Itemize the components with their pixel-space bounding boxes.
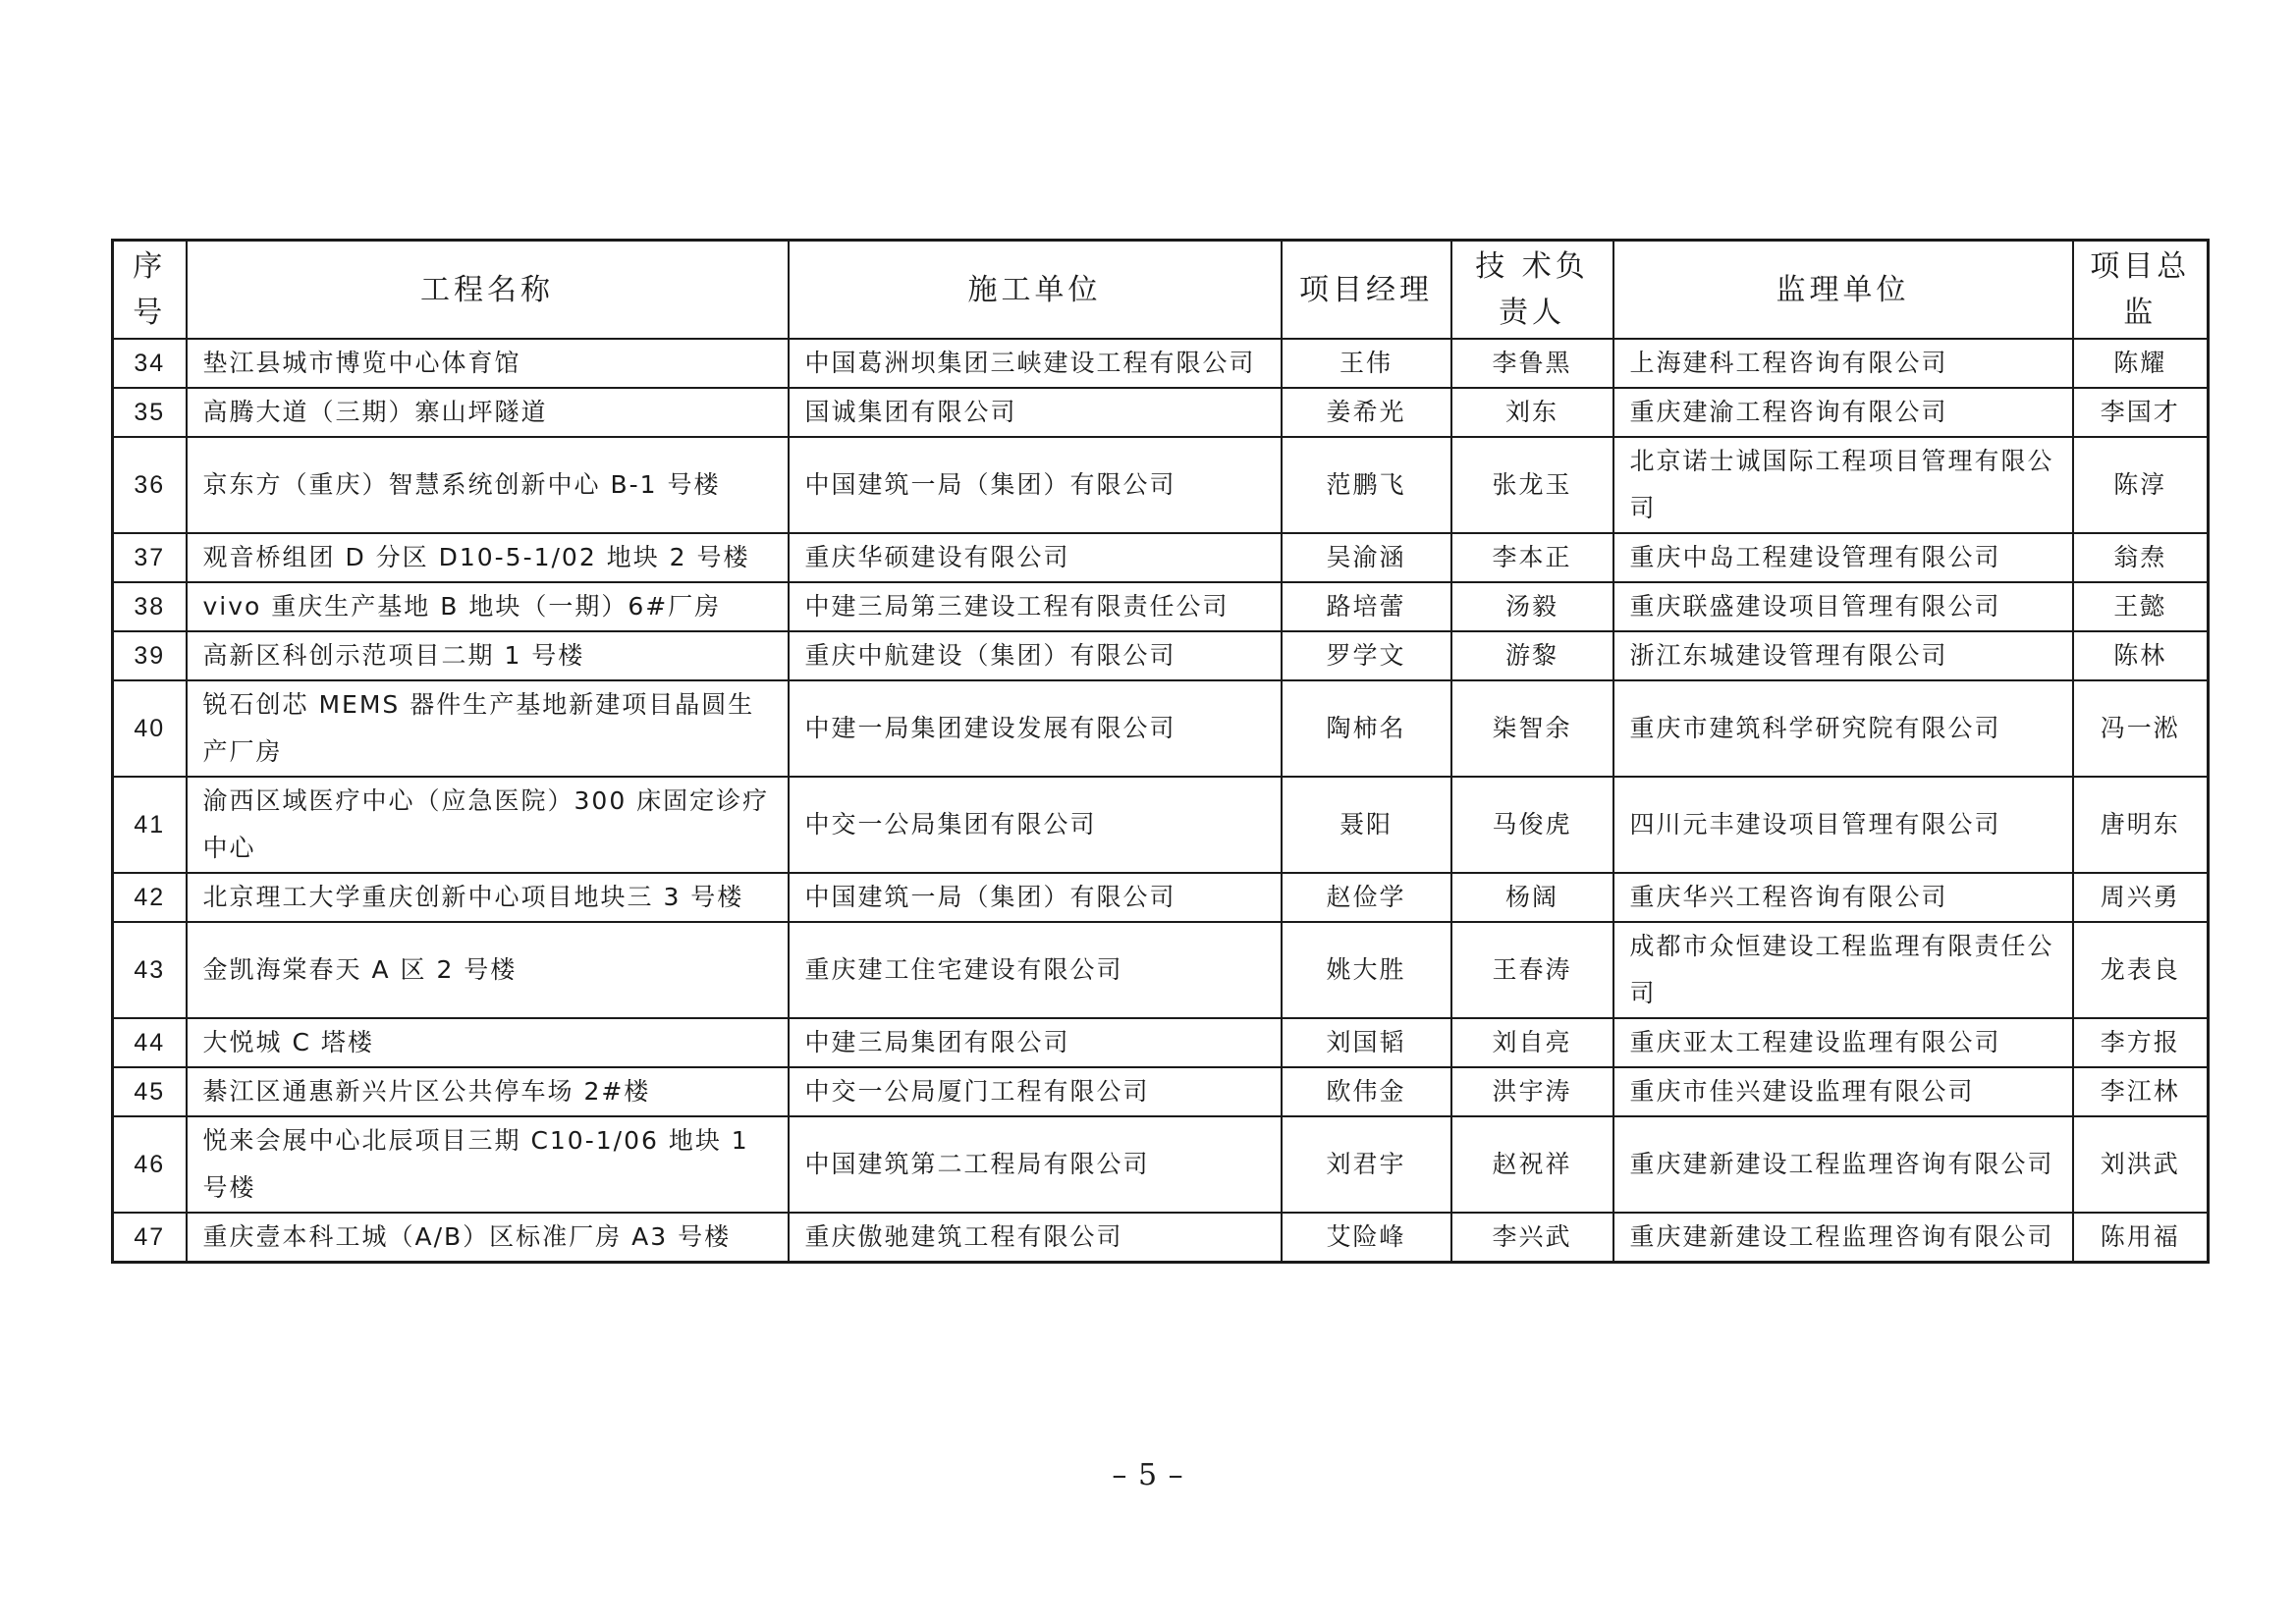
table-row (113, 1213, 2209, 1263)
cell-chief-supervisor: 陈用福 (2073, 1213, 2209, 1263)
cell-project-name: 金凯海棠春天 A 区 2 号楼 (187, 922, 789, 1018)
cell-chief-supervisor: 陈淳 (2073, 437, 2209, 533)
cell-seq: 47 (113, 1213, 187, 1263)
cell-contractor: 中建一局集团建设发展有限公司 (789, 680, 1282, 777)
cell-project-manager: 范鹏飞 (1282, 437, 1451, 533)
cell-project-name: 悦来会展中心北辰项目三期 C10-1/06 地块 1 号楼 (187, 1116, 789, 1213)
header-tech: 技 术负责人 (1451, 241, 1613, 340)
cell-project-manager: 姜希光 (1282, 388, 1451, 437)
cell-seq: 42 (113, 873, 187, 922)
cell-contractor: 中建三局第三建设工程有限责任公司 (789, 582, 1282, 631)
cell-chief-supervisor: 李江林 (2073, 1067, 2209, 1116)
cell-technical-lead: 张龙玉 (1451, 437, 1613, 533)
table-row (113, 533, 2209, 582)
cell-project-name: 大悦城 C 塔楼 (187, 1018, 789, 1067)
cell-project-manager: 聂阳 (1282, 777, 1451, 873)
header-name: 工程名称 (187, 241, 789, 340)
cell-chief-supervisor: 陈林 (2073, 631, 2209, 680)
page-number: – 5 – (1112, 1458, 1184, 1492)
table-row (113, 631, 2209, 680)
header-supervisor: 监理单位 (1613, 241, 2073, 340)
cell-project-name: 北京理工大学重庆创新中心项目地块三 3 号楼 (187, 873, 789, 922)
cell-contractor: 中建三局集团有限公司 (789, 1018, 1282, 1067)
cell-project-name: 观音桥组团 D 分区 D10-5-1/02 地块 2 号楼 (187, 533, 789, 582)
cell-contractor: 重庆中航建设（集团）有限公司 (789, 631, 1282, 680)
cell-contractor: 重庆建工住宅建设有限公司 (789, 922, 1282, 1018)
cell-project-name: 渝西区域医疗中心（应急医院）300 床固定诊疗中心 (187, 777, 789, 873)
cell-project-name: 京东方（重庆）智慧系统创新中心 B-1 号楼 (187, 437, 789, 533)
cell-seq: 39 (113, 631, 187, 680)
cell-project-manager: 刘国韬 (1282, 1018, 1451, 1067)
cell-project-manager: 罗学文 (1282, 631, 1451, 680)
cell-supervisor: 重庆建渝工程咨询有限公司 (1613, 388, 2073, 437)
cell-supervisor: 成都市众恒建设工程监理有限责任公司 (1613, 922, 2073, 1018)
cell-project-name: vivo 重庆生产基地 B 地块（一期）6#厂房 (187, 582, 789, 631)
cell-technical-lead: 王春涛 (1451, 922, 1613, 1018)
cell-project-name: 锐石创芯 MEMS 器件生产基地新建项目晶圆生产厂房 (187, 680, 789, 777)
cell-seq: 43 (113, 922, 187, 1018)
table-row (113, 777, 2209, 873)
cell-technical-lead: 马俊虎 (1451, 777, 1613, 873)
cell-seq: 37 (113, 533, 187, 582)
cell-technical-lead: 赵祝祥 (1451, 1116, 1613, 1213)
cell-project-manager: 欧伟金 (1282, 1067, 1451, 1116)
header-manager: 项目经理 (1282, 241, 1451, 340)
cell-technical-lead: 李本正 (1451, 533, 1613, 582)
cell-chief-supervisor: 龙表良 (2073, 922, 2209, 1018)
cell-chief-supervisor: 唐明东 (2073, 777, 2209, 873)
cell-seq: 45 (113, 1067, 187, 1116)
cell-seq: 38 (113, 582, 187, 631)
cell-chief-supervisor: 刘洪武 (2073, 1116, 2209, 1213)
cell-seq: 46 (113, 1116, 187, 1213)
table-row (113, 1018, 2209, 1067)
cell-technical-lead: 柒智余 (1451, 680, 1613, 777)
cell-chief-supervisor: 陈耀 (2073, 339, 2209, 388)
header-contractor: 施工单位 (789, 241, 1282, 340)
cell-technical-lead: 游黎 (1451, 631, 1613, 680)
cell-seq: 35 (113, 388, 187, 437)
table-body (113, 339, 2209, 1263)
project-table (111, 239, 2210, 1264)
cell-supervisor: 重庆联盛建设项目管理有限公司 (1613, 582, 2073, 631)
table-row (113, 1116, 2209, 1213)
cell-supervisor: 重庆建新建设工程监理咨询有限公司 (1613, 1213, 2073, 1263)
header-director: 项目总监 (2073, 241, 2209, 340)
cell-project-manager: 刘君宇 (1282, 1116, 1451, 1213)
table-row (113, 339, 2209, 388)
cell-technical-lead: 李鲁黑 (1451, 339, 1613, 388)
cell-supervisor: 重庆市佳兴建设监理有限公司 (1613, 1067, 2073, 1116)
cell-contractor: 国诚集团有限公司 (789, 388, 1282, 437)
cell-project-name: 綦江区通惠新兴片区公共停车场 2#楼 (187, 1067, 789, 1116)
cell-contractor: 中国建筑一局（集团）有限公司 (789, 873, 1282, 922)
table-row (113, 1067, 2209, 1116)
table-row (113, 873, 2209, 922)
cell-chief-supervisor: 李方报 (2073, 1018, 2209, 1067)
table-row (113, 582, 2209, 631)
cell-seq: 41 (113, 777, 187, 873)
cell-project-name: 重庆壹本科工城（A/B）区标准厂房 A3 号楼 (187, 1213, 789, 1263)
cell-chief-supervisor: 翁焘 (2073, 533, 2209, 582)
cell-contractor: 中交一公局集团有限公司 (789, 777, 1282, 873)
cell-chief-supervisor: 冯一淞 (2073, 680, 2209, 777)
cell-contractor: 重庆华硕建设有限公司 (789, 533, 1282, 582)
cell-technical-lead: 李兴武 (1451, 1213, 1613, 1263)
cell-project-manager: 赵俭学 (1282, 873, 1451, 922)
cell-technical-lead: 汤毅 (1451, 582, 1613, 631)
table-row (113, 922, 2209, 1018)
cell-technical-lead: 杨阔 (1451, 873, 1613, 922)
cell-chief-supervisor: 周兴勇 (2073, 873, 2209, 922)
cell-supervisor: 重庆亚太工程建设监理有限公司 (1613, 1018, 2073, 1067)
cell-contractor: 中国建筑一局（集团）有限公司 (789, 437, 1282, 533)
cell-seq: 40 (113, 680, 187, 777)
header-seq: 序号 (113, 241, 187, 340)
cell-project-manager: 吴渝涵 (1282, 533, 1451, 582)
table-row (113, 680, 2209, 777)
table-header-row (113, 241, 2209, 340)
cell-project-name: 高新区科创示范项目二期 1 号楼 (187, 631, 789, 680)
cell-supervisor: 重庆中岛工程建设管理有限公司 (1613, 533, 2073, 582)
cell-seq: 36 (113, 437, 187, 533)
cell-supervisor: 四川元丰建设项目管理有限公司 (1613, 777, 2073, 873)
cell-project-manager: 陶柿名 (1282, 680, 1451, 777)
cell-project-manager: 路培蕾 (1282, 582, 1451, 631)
cell-project-name: 垫江县城市博览中心体育馆 (187, 339, 789, 388)
cell-contractor: 中国建筑第二工程局有限公司 (789, 1116, 1282, 1213)
cell-supervisor: 重庆华兴工程咨询有限公司 (1613, 873, 2073, 922)
cell-contractor: 中交一公局厦门工程有限公司 (789, 1067, 1282, 1116)
cell-supervisor: 重庆建新建设工程监理咨询有限公司 (1613, 1116, 2073, 1213)
cell-supervisor: 重庆市建筑科学研究院有限公司 (1613, 680, 2073, 777)
cell-technical-lead: 刘自亮 (1451, 1018, 1613, 1067)
cell-supervisor: 北京诺士诚国际工程项目管理有限公司 (1613, 437, 2073, 533)
cell-chief-supervisor: 王懿 (2073, 582, 2209, 631)
table-row (113, 388, 2209, 437)
cell-project-name: 高腾大道（三期）寨山坪隧道 (187, 388, 789, 437)
cell-contractor: 中国葛洲坝集团三峡建设工程有限公司 (789, 339, 1282, 388)
cell-contractor: 重庆傲驰建筑工程有限公司 (789, 1213, 1282, 1263)
cell-project-manager: 王伟 (1282, 339, 1451, 388)
cell-technical-lead: 洪宇涛 (1451, 1067, 1613, 1116)
table-row (113, 437, 2209, 533)
cell-technical-lead: 刘东 (1451, 388, 1613, 437)
cell-seq: 34 (113, 339, 187, 388)
cell-supervisor: 浙江东城建设管理有限公司 (1613, 631, 2073, 680)
cell-chief-supervisor: 李国才 (2073, 388, 2209, 437)
cell-seq: 44 (113, 1018, 187, 1067)
cell-project-manager: 姚大胜 (1282, 922, 1451, 1018)
cell-project-manager: 艾险峰 (1282, 1213, 1451, 1263)
cell-supervisor: 上海建科工程咨询有限公司 (1613, 339, 2073, 388)
